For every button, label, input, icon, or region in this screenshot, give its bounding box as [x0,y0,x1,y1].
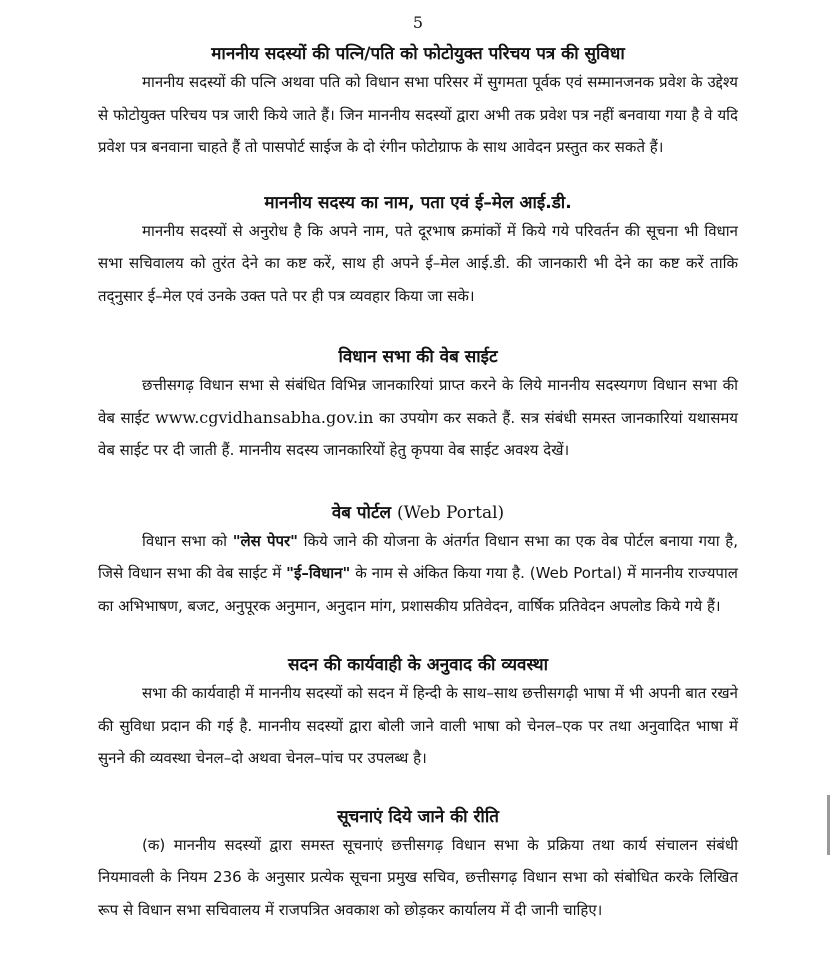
web-portal-text-3: के नाम से अंकित किया गया है. (Web Portal) में माननीय राज्यपाल का अभिभाषण, बजट, अनुपूरक अनुमान, अनुदान मांग, प्रशासकीय प्रतिवेदन, वार्षिक प्रतिवेदन अपलोड किये गये हैं। [98,564,738,615]
heading-translation-arrangement: सदन की कार्यवाही के अनुवाद की व्यवस्था [287,655,548,675]
web-portal-text-2: किये जाने की योजना के अंतर्गत विधान सभा का एक वेब पोर्टल बनाया गया है, जिसे विधान सभा की वेब साईट में [98,531,739,582]
e-vidhan-term: "ई–विधान" [286,564,351,582]
paragraph-translation-arrangement: सभा की कार्यवाही में माननीय सदस्यों को सदन में हिन्दी के साथ–साथ छत्तीसगढ़ी भाषा में भी अपनी बात रखने की सुविधा प्रदान की गई है. माननीय सदस्यों द्वारा बोली जाने वाली भाषा को चेनल–एक पर तथा अनुवादित भाषा में सुनने की व्यवस्था चेनल–दो अथवा चेनल–पांच पर उपलब्ध है। [98,684,738,767]
website-url: www.cgvidhansabha.gov.in [155,407,374,427]
website-text-before-url: छत्तीसगढ़ विधान सभा से संबंधित विभिन्न जानकारियां प्राप्त करने के लिये माननीय सदस्यगण विधान सभा की वेब साईट [98,376,738,427]
web-portal-heading-hindi: वेब पोर्टल [331,502,392,523]
website-text-after-url: का उपयोग कर सकते हैं. सत्र संबंधी समस्त जानकारियां यथासमय वेब साईट पर दी जाती हैं. माननीय सदस्य जानकारियों हेतु कृपया वेब साईट अवश्य देखें। [98,408,739,459]
web-portal-text-1: विधान सभा को [142,531,227,550]
page-number: 5 [412,13,424,32]
paragraph-website [98,369,738,467]
paragraph-web-portal [98,525,738,623]
paragraph-notice-procedure: (क) माननीय सदस्यों द्वारा समस्त सूचनाएं छत्तीसगढ़ विधान सभा के प्रक्रिया तथा कार्य संचालन संबंधी नियमावली के नियम 236 के अनुसार प्रत्येक सूचना प्रमुख सचिव, छत्तीसगढ़ विधान सभा को संबोधित करके लिखित रूप से विधान सभा सचिवालय में राजपत्रित अवकाश को छोड़कर कार्यालय में दी जानी चाहिए। [98,835,738,919]
heading-spouse-id-card: माननीय सदस्यों की पत्नि/पति को फोटोयुक्त परिचय पत्र की सुविधा [211,44,625,64]
paragraph-member-contact-details: माननीय सदस्यों से अनुरोध है कि अपने नाम, पते दूरभाष क्रमांकों में किये गये परिवर्तन की सूचना भी विधान सभा सचिवालय को तुरंत देने का कष्ट करें, साथ ही अपने ई–मेल आई.डी. की जानकारी भी देने का कष्ट करें ताकि तद्नुसार ई–मेल एवं उनके उक्त पते पर ही पत्र व्यवहार किया जा सके। [98,221,738,305]
heading-website: विधान सभा की वेब साईट [338,347,498,367]
web-portal-heading-latin: (Web Portal) [396,502,505,523]
less-paper-term: "लेस पेपर" [232,531,298,550]
paragraph-spouse-id-card: माननीय सदस्यों की पत्नि अथवा पति को विधान सभा परिसर में सुगमता पूर्वक एवं सम्मानजनक प्रवेश के उद्देश्य से फोटोयुक्त परिचय पत्र जारी किये जाते हैं। जिन माननीय सदस्यों द्वारा अभी तक प्रवेश पत्र नहीं बनवाया गया है वे यदि प्रवेश पत्र बनवाना चाहते हैं तो पासपोर्ट साईज के दो रंगीन फोटोग्राफ के साथ आवेदन प्रस्तुत कर सकते हैं। [98,73,738,156]
heading-notice-procedure: सूचनाएं दिये जाने की रीति [337,806,499,827]
heading-member-contact-details: माननीय सदस्य का नाम, पता एवं ई–मेल आई.डी. [264,192,572,213]
heading-web-portal [98,501,738,525]
